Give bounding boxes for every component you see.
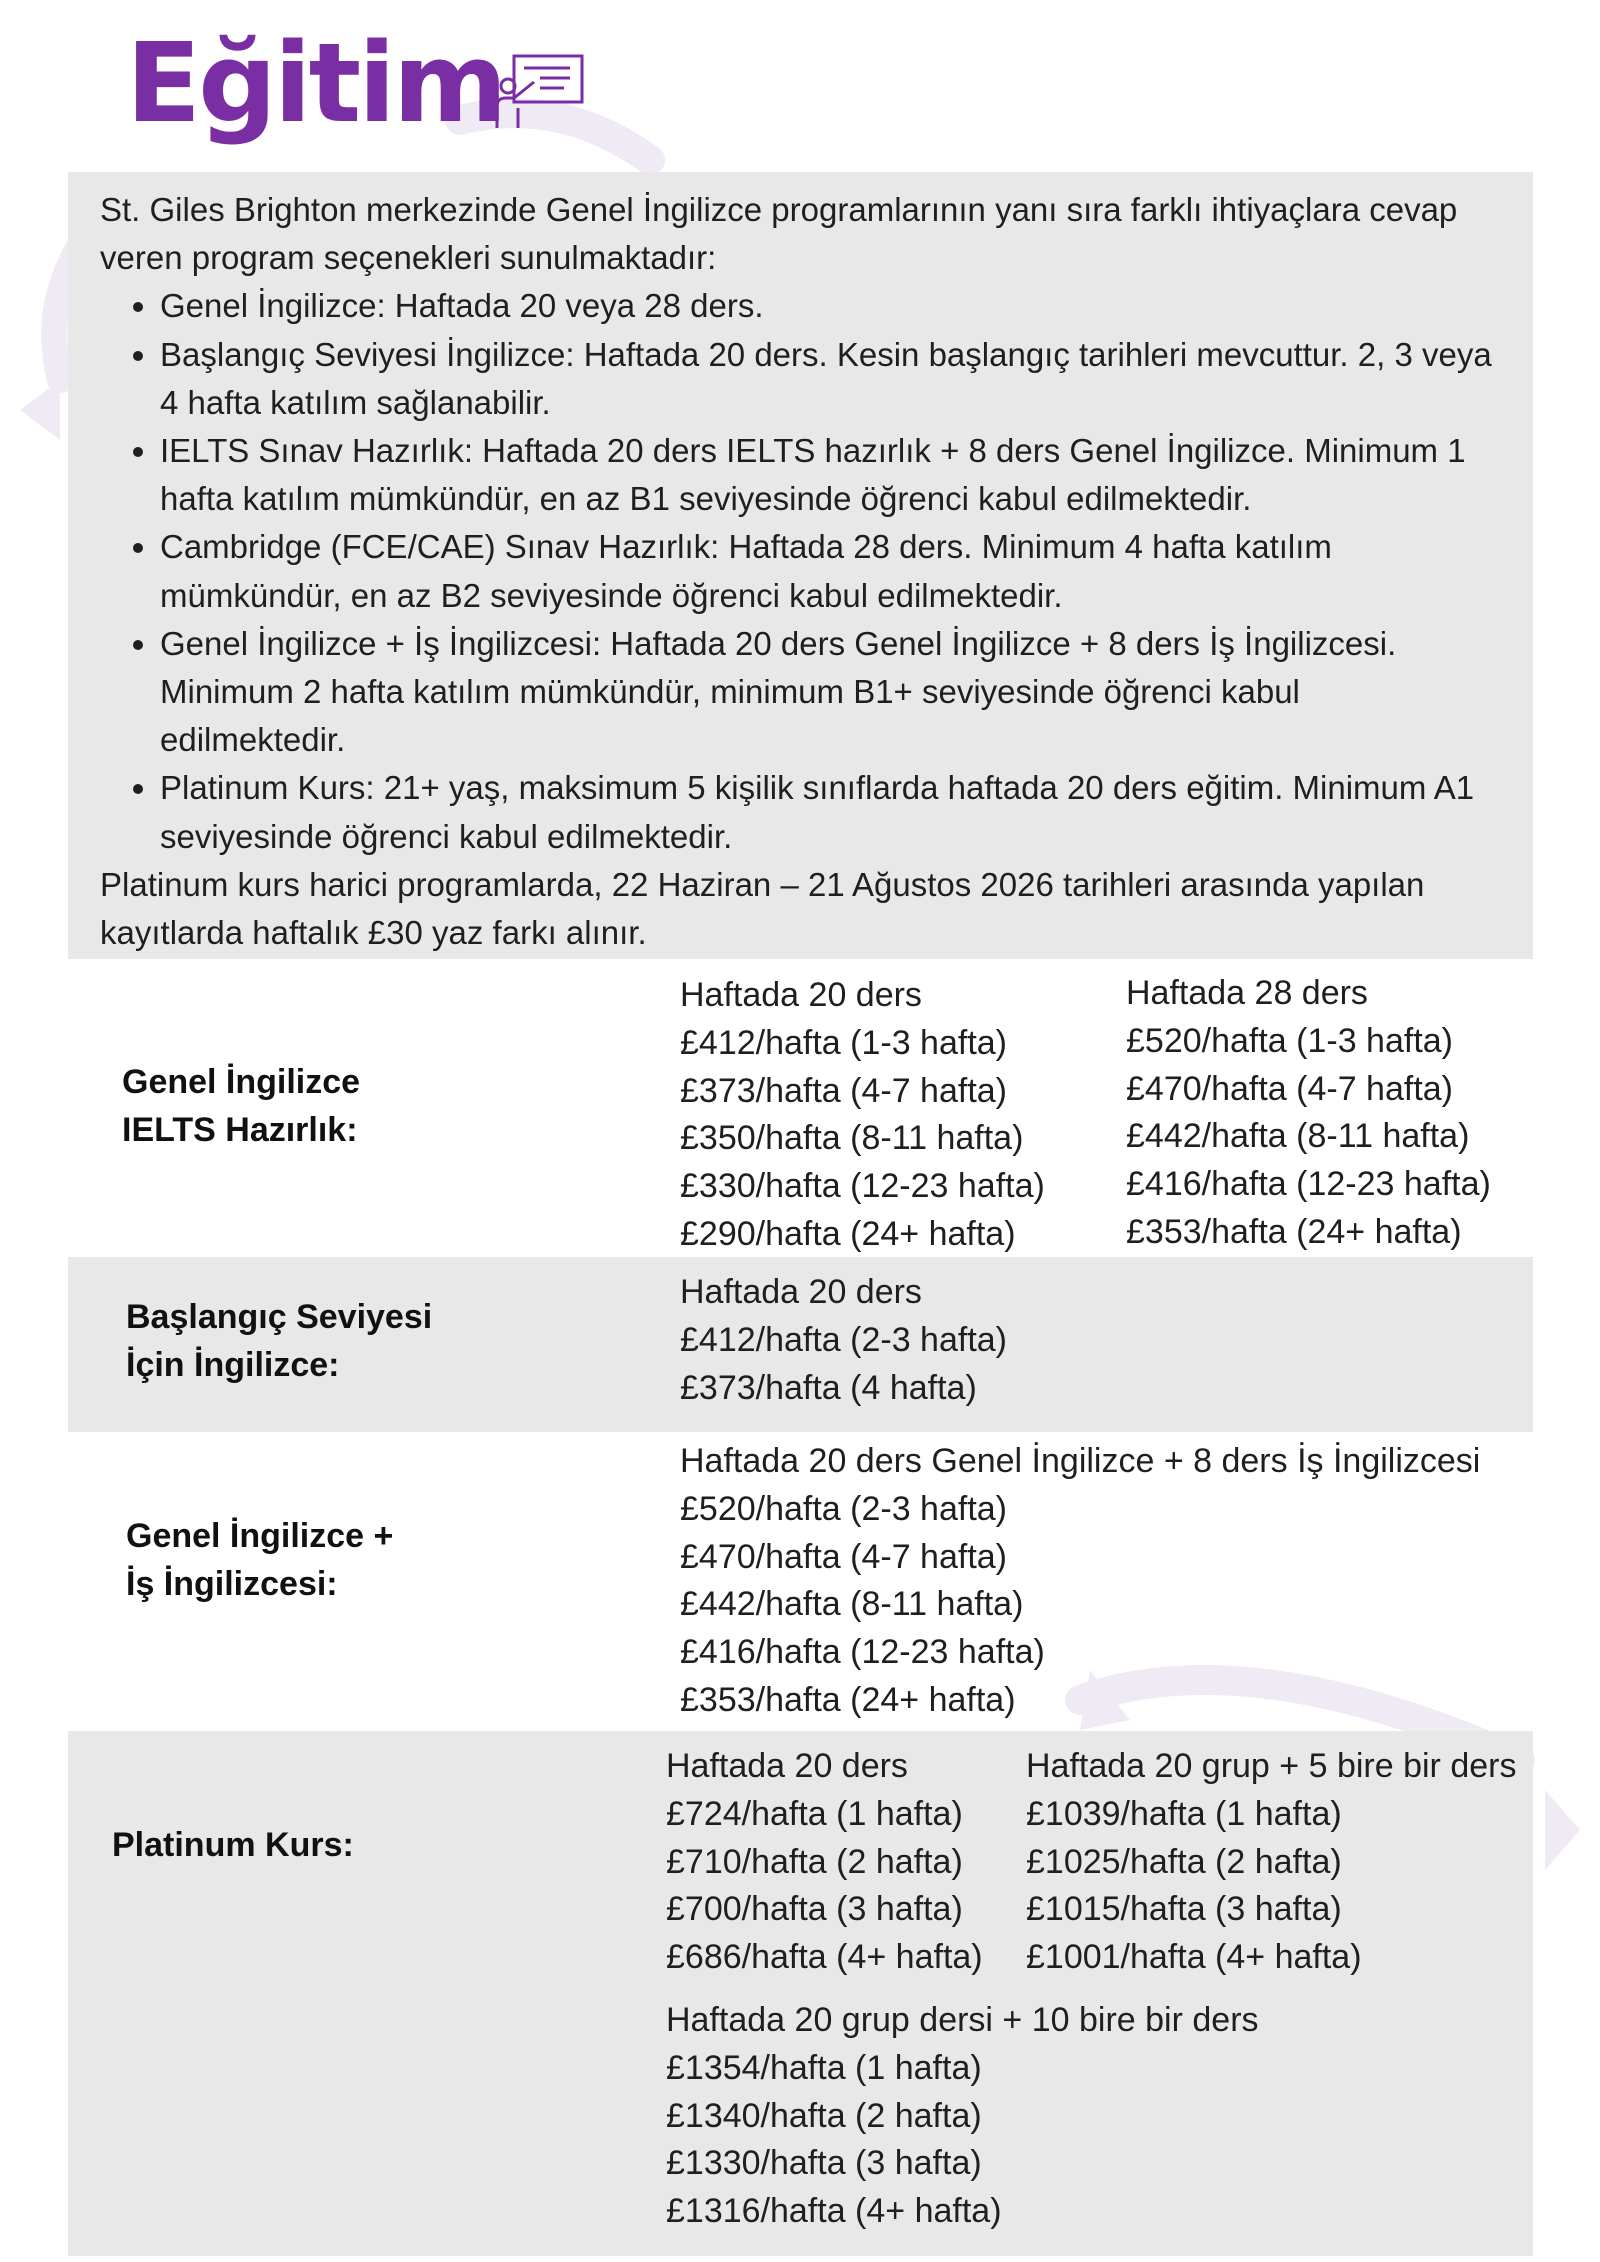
price-line: £353/hafta (24+ hafta) xyxy=(1126,1212,1462,1251)
price-line: £1025/hafta (2 hafta) xyxy=(1026,1842,1342,1881)
price-line: £470/hafta (4-7 hafta) xyxy=(1126,1069,1454,1108)
price-column-20-lessons xyxy=(680,972,1045,1259)
price-column-platinum-20-plus-5 xyxy=(1026,1743,1516,1982)
column-heading: Haftada 20 ders xyxy=(680,976,922,1014)
program-item-beginner: • Başlangıç Seviyesi İngilizce: Haftada 20 ders. Kesin başlangıç tarihleri mevcuttur. 2, 3 veya 4 hafta katılım sağlanabilir. xyxy=(160,331,1493,427)
program-item-platinum: • Platinum Kurs: 21+ yaş, maksimum 5 kişilik sınıflarda haftada 20 ders eğitim. Minimum A1 seviyesinde öğrenci kabul edilmektedir. xyxy=(160,764,1493,860)
page-title: Eğitim xyxy=(126,19,505,147)
price-line: £1354/hafta (1 hafta) xyxy=(666,2048,982,2087)
intro-section xyxy=(68,172,1533,959)
price-line: £373/hafta (4 hafta) xyxy=(680,1368,977,1407)
column-heading: Haftada 20 ders xyxy=(680,1273,922,1311)
price-line: £416/hafta (12-23 hafta) xyxy=(1126,1165,1491,1204)
price-line: £686/hafta (4+ hafta) xyxy=(666,1938,983,1977)
price-column-business xyxy=(680,1438,1480,1725)
pricing-row-general xyxy=(68,962,1533,1255)
price-line: £700/hafta (3 hafta) xyxy=(666,1890,963,1929)
intro-lead: St. Giles Brighton merkezinde Genel İngilizce programlarının yanı sıra farklı ihtiyaçlara cevap veren program seçenekleri sunulmaktadır: xyxy=(100,191,1458,277)
price-line: £1039/hafta (1 hafta) xyxy=(1026,1794,1342,1833)
program-item-general: • Genel İngilizce: Haftada 20 veya 28 ders. xyxy=(160,282,1493,330)
column-heading: Haftada 20 ders xyxy=(666,1747,908,1785)
price-line: £470/hafta (4-7 hafta) xyxy=(680,1537,1008,1576)
row-label-platinum: Platinum Kurs: xyxy=(112,1826,354,1864)
price-line: £416/hafta (12-23 hafta) xyxy=(680,1633,1045,1672)
price-line: £373/hafta (4-7 hafta) xyxy=(680,1071,1008,1110)
price-column-28-lessons xyxy=(1126,970,1491,1257)
price-line: £442/hafta (8-11 hafta) xyxy=(1126,1117,1470,1156)
row-label-business: Genel İngilizce + İş İngilizcesi: xyxy=(126,1517,394,1603)
price-line: £520/hafta (2-3 hafta) xyxy=(680,1489,1008,1528)
column-heading: Haftada 20 grup + 5 bire bir ders xyxy=(1026,1747,1517,1785)
pricing-row-business xyxy=(68,1434,1533,1729)
price-column-beginner xyxy=(680,1269,1007,1412)
price-column-platinum-20 xyxy=(666,1743,983,1982)
price-line: £330/hafta (12-23 hafta) xyxy=(680,1167,1045,1206)
pricing-row-platinum xyxy=(68,1731,1533,2256)
row-label-general: Genel İngilizce IELTS Hazırlık: xyxy=(122,1063,361,1149)
price-line: £1001/hafta (4+ hafta) xyxy=(1026,1938,1362,1977)
price-line: £1015/hafta (3 hafta) xyxy=(1026,1890,1342,1929)
price-line: £290/hafta (24+ hafta) xyxy=(680,1214,1016,1253)
pricing-row-beginner xyxy=(68,1257,1533,1432)
program-item-cambridge: • Cambridge (FCE/CAE) Sınav Hazırlık: Haftada 28 ders. Minimum 4 hafta katılım mümkündür, en az B2 seviyesinde öğrenci kabul edilmektedir. xyxy=(160,523,1493,619)
price-line: £353/hafta (24+ hafta) xyxy=(680,1680,1016,1719)
price-line: £412/hafta (2-3 hafta) xyxy=(680,1320,1008,1359)
price-line: £520/hafta (1-3 hafta) xyxy=(1126,1021,1454,1060)
presentation-board-icon xyxy=(494,52,586,130)
program-item-ielts: • IELTS Sınav Hazırlık: Haftada 20 ders IELTS hazırlık + 8 ders Genel İngilizce. Minimum 1 hafta katılım mümkündür, en az B1 seviyesinde öğrenci kabul edilmektedir. xyxy=(160,427,1493,523)
price-line: £412/hafta (1-3 hafta) xyxy=(680,1023,1008,1062)
price-line: £724/hafta (1 hafta) xyxy=(666,1794,963,1833)
price-line: £1316/hafta (4+ hafta) xyxy=(666,2192,1002,2231)
price-line: £442/hafta (8-11 hafta) xyxy=(680,1585,1024,1624)
price-line: £350/hafta (8-11 hafta) xyxy=(680,1119,1024,1158)
price-line: £1340/hafta (2 hafta) xyxy=(666,2096,982,2135)
summer-surcharge-note: Platinum kurs harici programlarda, 22 Haziran – 21 Ağustos 2026 tarihleri arasında yapılan kayıtlarda haftalık £30 yaz farkı alınır. xyxy=(100,865,1425,952)
column-heading: Haftada 28 ders xyxy=(1126,974,1368,1012)
program-item-business: • Genel İngilizce + İş İngilizcesi: Haftada 20 ders Genel İngilizce + 8 ders İş İngilizcesi. Minimum 2 hafta katılım mümkündür, minimum B1+ seviyesinde öğrenci kabul edilmektedir. xyxy=(160,620,1493,765)
price-column-platinum-20-plus-10 xyxy=(666,1997,1259,2236)
price-line: £710/hafta (2 hafta) xyxy=(666,1842,963,1881)
program-list xyxy=(100,282,1493,860)
column-heading: Haftada 20 grup dersi + 10 bire bir ders xyxy=(666,2001,1259,2039)
price-line: £1330/hafta (3 hafta) xyxy=(666,2144,982,2183)
row-label-beginner: Başlangıç Seviyesi İçin İngilizce: xyxy=(126,1298,433,1384)
column-heading: Haftada 20 ders Genel İngilizce + 8 ders İş İngilizcesi xyxy=(680,1442,1481,1480)
